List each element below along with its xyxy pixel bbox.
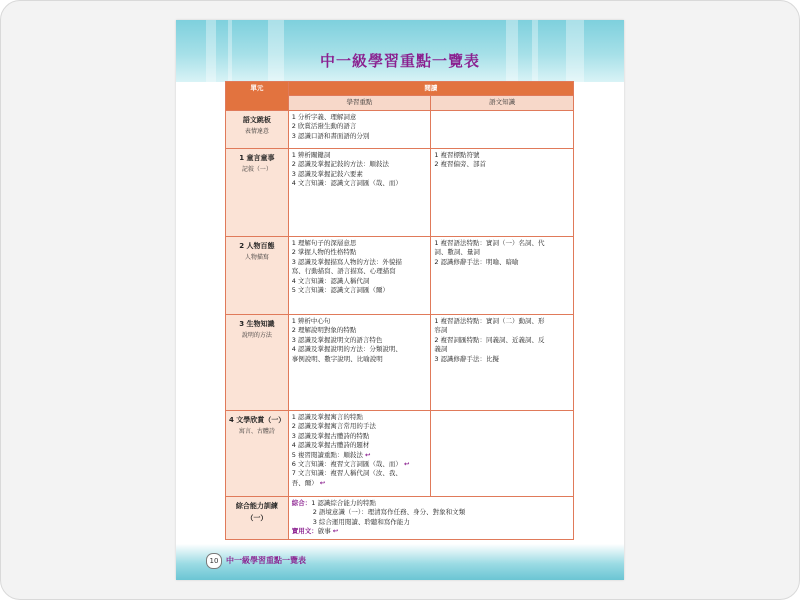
- learning-point: [292, 336, 428, 345]
- language-knowledge-cell: [431, 314, 574, 410]
- knowledge-item: 1 複習語法特點：實詞（二）動詞、形: [434, 316, 545, 325]
- learning-point-text: 2 認識及掌握寓言常用的手法: [291, 422, 376, 431]
- return-arrow-icon: ↩: [332, 527, 339, 536]
- unit-subtitle: 寓言、古體詩: [238, 427, 275, 435]
- learning-point: [292, 179, 428, 188]
- unit-cell: [226, 410, 289, 496]
- table-row: [226, 314, 574, 410]
- learning-point: [292, 441, 428, 450]
- learning-point-text: 事例說明、數字說明、比喻說明: [291, 354, 383, 363]
- learning-point-text: 1 理解句子的深層意思: [291, 238, 357, 247]
- learning-point: [292, 326, 428, 335]
- learning-point: [292, 258, 428, 267]
- language-knowledge-cell: [431, 110, 574, 148]
- learning-point-text: 4 文言知識：認識文言詞匯（哉、而）: [291, 179, 402, 188]
- learning-point-text: 3 認識口語和書面語的分別: [291, 131, 370, 140]
- learning-points-cell: [288, 314, 431, 410]
- header-unit: 單元: [226, 82, 289, 111]
- learning-point: [292, 132, 428, 141]
- learning-point: [292, 413, 428, 422]
- header-reading: 閱讀: [288, 82, 573, 96]
- learning-point-text: 寫、行動描寫、語言描寫、心理描寫: [291, 267, 396, 276]
- learning-points-cell: [288, 410, 431, 496]
- table-row: [226, 110, 574, 148]
- learning-points-cell: [288, 110, 431, 148]
- unit-subtitle: （一）: [246, 513, 268, 522]
- page-title: 中一級學習重點一覽表: [319, 52, 480, 70]
- learning-point-text: 4 文言知識：認識人稱代詞: [291, 276, 370, 285]
- learning-point: [292, 239, 428, 248]
- learning-point-text: 1 認識及掌握寓言的特點: [291, 412, 363, 421]
- page-number: 10: [206, 553, 222, 569]
- learning-point: [292, 469, 428, 478]
- header-language-knowledge: 語文知識: [431, 96, 574, 110]
- learning-point-text: 2 認識及掌握記敍的方法：順敍法: [291, 160, 389, 169]
- table-row: [226, 410, 574, 496]
- learning-point-text: 2 欣賞活潑生動的語言: [291, 122, 357, 131]
- unit-cell: [226, 110, 289, 148]
- integrated-item: [292, 499, 570, 508]
- learning-points-cell: [288, 148, 431, 236]
- unit-subtitle: 說明的方法: [241, 331, 272, 339]
- learning-point-text: 2 理解說明對象的特點: [291, 326, 357, 335]
- unit-cell: [226, 236, 289, 314]
- learning-point: [292, 317, 428, 326]
- integrated-label: 綜合：: [291, 498, 312, 507]
- knowledge-item: 2 認識修辭手法：明喻、暗喻: [434, 257, 519, 266]
- unit-title: 綜合能力訓練: [235, 501, 278, 510]
- language-knowledge-cell: [431, 148, 574, 236]
- learning-point: [292, 432, 428, 441]
- learning-point-text: 4 認識及掌握古體詩的題材: [291, 441, 370, 450]
- table-row: [226, 496, 574, 539]
- table-row: [226, 236, 574, 314]
- knowledge-item: 2 複習詞匯特點：同義詞、近義詞、反: [434, 335, 545, 344]
- learning-point: [292, 170, 428, 179]
- knowledge-item: 2 複習偏旁、部首: [434, 160, 487, 169]
- integrated-item-text: 2 語境意識（一）：理清寫作任務、身分、對象和文類: [312, 508, 466, 517]
- unit-subtitle: 人物描寫: [244, 253, 269, 261]
- table-row: [226, 148, 574, 236]
- return-arrow-icon: ↩: [319, 478, 326, 487]
- learning-point: [292, 479, 428, 488]
- learning-point-text: 1 辨析中心句: [291, 316, 331, 325]
- integrated-item-text: 1 認識綜合能力的特點: [311, 498, 376, 507]
- knowledge-item: 1 複習標點符號: [434, 150, 480, 159]
- unit-subtitle: 記敍（一）: [241, 165, 272, 173]
- practical-value: 啟事: [317, 527, 331, 536]
- learning-point-text: 6 文言知識：複習文言詞匯（哉、而）: [291, 459, 402, 468]
- learning-point-text: 3 認識及掌握記敍六要素: [291, 169, 363, 178]
- knowledge-item: 詞、數詞、量詞: [434, 248, 480, 257]
- learning-point: [292, 460, 428, 469]
- unit-title: 4 文學欣賞（一）: [229, 415, 286, 424]
- unit-title: 2 人物百態: [239, 241, 275, 250]
- learning-point: [292, 122, 428, 131]
- learning-point-text: 4 認識及掌握說明的方法：分類說明、: [291, 345, 402, 354]
- unit-cell: [226, 496, 289, 539]
- learning-point: [292, 355, 428, 364]
- unit-cell: [226, 314, 289, 410]
- learning-point: [292, 422, 428, 431]
- unit-title: 語文跳板: [242, 115, 271, 124]
- learning-point: [292, 151, 428, 160]
- knowledge-item: 容詞: [434, 326, 448, 335]
- language-knowledge-cell: [431, 410, 574, 496]
- learning-point: [292, 286, 428, 295]
- return-arrow-icon: ↩: [404, 459, 410, 468]
- return-arrow-icon: ↩: [365, 450, 371, 459]
- integrated-skills-cell: [288, 496, 573, 539]
- footer-label: 中一級學習重點一覽表: [226, 556, 306, 565]
- knowledge-item: 1 複習語法特點：實詞（一）名詞、代: [434, 238, 545, 247]
- learning-point-text: 吾、爾）: [291, 478, 318, 487]
- learning-point: [292, 248, 428, 257]
- practical-label: 實用文：: [291, 527, 318, 536]
- integrated-item: [292, 508, 570, 517]
- knowledge-item: 3 認識修辭手法：比擬: [434, 354, 500, 363]
- learning-points-table: [225, 81, 574, 540]
- language-knowledge-cell: [431, 236, 574, 314]
- table-body: [226, 110, 574, 539]
- learning-point-text: 1 辨析關鍵詞: [291, 150, 331, 159]
- learning-point: [292, 267, 428, 276]
- learning-point-text: 3 認識及掌握說明文的語言特色: [291, 335, 383, 344]
- unit-subtitle: 表情達意: [244, 127, 269, 135]
- knowledge-item: 義詞: [434, 345, 448, 354]
- learning-point: [292, 277, 428, 286]
- learning-point-text: 3 認識及掌握描寫人物的方法：外貌描: [291, 257, 402, 266]
- learning-point: [292, 160, 428, 169]
- unit-title: 3 生物知識: [239, 319, 275, 328]
- learning-point-text: 5 複習閱讀重點：順敍法: [291, 450, 363, 459]
- learning-point: [292, 451, 428, 460]
- learning-points-cell: [288, 236, 431, 314]
- integrated-item-text: 3 綜合運用閱讀、聆聽和寫作能力: [312, 517, 410, 526]
- learning-point: [292, 113, 428, 122]
- learning-point-text: 1 分析字義、理解詞意: [291, 112, 357, 121]
- practical-writing: [292, 527, 570, 536]
- integrated-item: [292, 518, 570, 527]
- learning-point-text: 3 認識及掌握古體詩的特點: [291, 431, 370, 440]
- unit-cell: [226, 148, 289, 236]
- learning-point: [292, 345, 428, 354]
- header-learning-points: 學習重點: [288, 96, 431, 110]
- learning-point-text: 7 文言知識：複習人稱代詞（汝、我、: [291, 469, 402, 478]
- learning-point-text: 2 掌握人物的性格特點: [291, 248, 357, 257]
- learning-point-text: 5 文言知識：認識文言詞匯（爾）: [291, 285, 389, 294]
- unit-title: 1 童言童事: [239, 153, 275, 162]
